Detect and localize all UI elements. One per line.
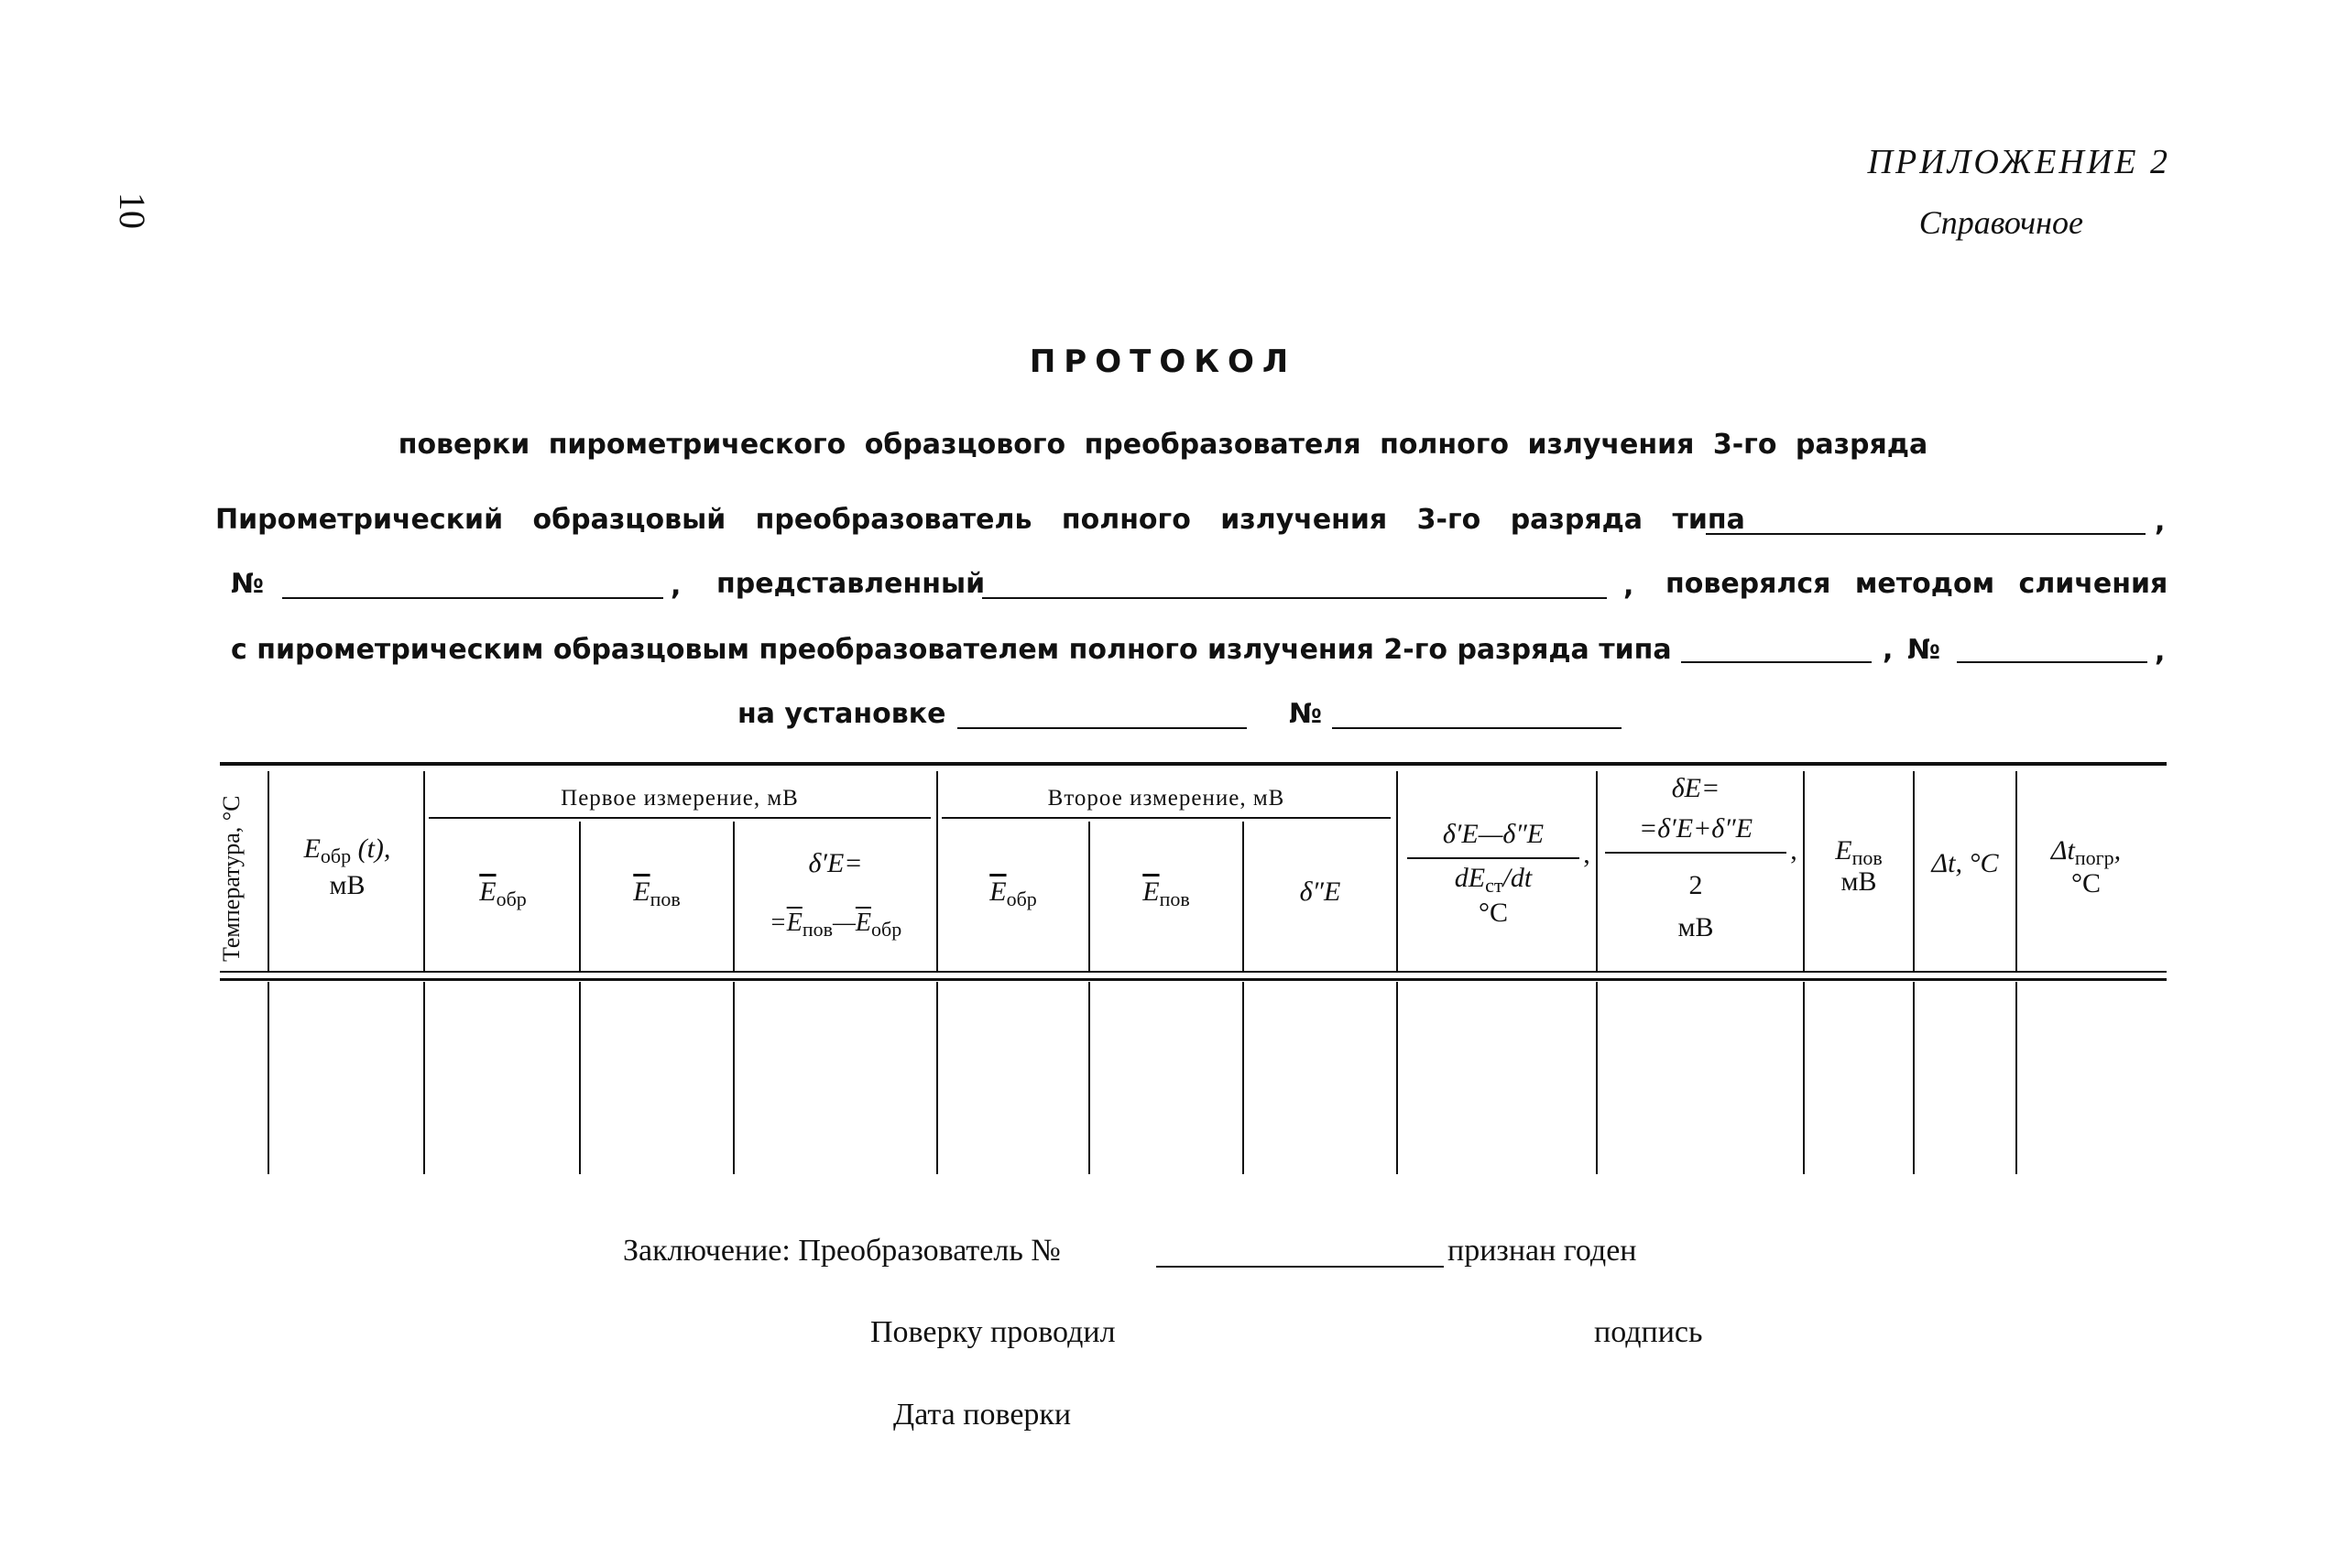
vline-b-3	[579, 982, 581, 1174]
vline-h-9	[1596, 771, 1598, 971]
header-rule-2	[220, 978, 2167, 981]
frac-numerator: δ′E—δ″E	[1442, 819, 1545, 849]
vline-b-4	[733, 982, 735, 1174]
frac-bar	[1407, 857, 1579, 859]
form-line-reference: с пирометрическим образцовым преобразователем полного излучения 2-го разряда типа	[231, 634, 1672, 666]
install-blank[interactable]	[957, 727, 1247, 729]
vline-h-1	[268, 771, 269, 971]
vline-h-4	[733, 822, 735, 971]
verified-label: поверялся методом сличения	[1665, 568, 2168, 600]
frac-unit: °С	[1478, 898, 1508, 928]
de-numerator: =δ′E+δ″E	[1638, 813, 1753, 844]
install-number-blank[interactable]	[1332, 727, 1622, 729]
col2-delta: δ″E	[1299, 877, 1341, 907]
comma-1: ,	[2155, 506, 2166, 538]
form-line-type: Пирометрический образцовый преобразователь полного излучения 3-го разряда типа	[215, 504, 1745, 536]
col2-eobr: $\overline{E}_{обр}$	[989, 877, 1037, 910]
vline-h-2	[423, 771, 425, 971]
date-label: Дата поверки	[893, 1398, 1072, 1432]
col-epov-unit: мВ	[1840, 866, 1877, 897]
page-number: 10	[112, 192, 153, 229]
install-label: на установке	[737, 698, 946, 730]
number-label-3: №	[1289, 698, 1323, 730]
col1-delta-formula: $=\overline{E}_{пов}—\overline{E}_{обр}$	[769, 909, 902, 941]
conclusion-verdict: признан годен	[1447, 1234, 1637, 1268]
col1-delta-top: δ′E=	[808, 848, 863, 878]
number-blank-2[interactable]	[1957, 661, 2147, 663]
vline-b-2	[423, 982, 425, 1174]
presented-label: представленный	[716, 568, 986, 600]
number-blank-1[interactable]	[282, 597, 663, 599]
vline-b-9	[1596, 982, 1598, 1174]
conclusion-number-blank[interactable]	[1156, 1266, 1444, 1268]
vline-b-6	[1088, 982, 1090, 1174]
table-top-rule	[220, 762, 2167, 766]
col1-eobr: $\overline{E}_{обр}$	[479, 877, 527, 910]
col-temperature: Температура, °С	[218, 795, 245, 962]
protocol-table	[220, 762, 2167, 1174]
col2-epov: $\overline{E}_{пов}$	[1142, 877, 1190, 910]
frac-comma: ,	[1583, 839, 1590, 869]
number-label-2: №	[1907, 634, 1941, 666]
group2-underline	[942, 817, 1391, 819]
appendix-label: ПРИЛОЖЕНИЕ 2	[1867, 143, 2170, 181]
document-title: ПРОТОКОЛ	[1029, 343, 1297, 380]
vline-b-8	[1396, 982, 1398, 1174]
type-blank[interactable]	[1706, 533, 2146, 535]
de-comma: ,	[1790, 835, 1797, 866]
col-eobr-t: $E_{обр}$ (t),	[303, 833, 391, 867]
verifier-label: Поверку проводил	[870, 1315, 1116, 1349]
de-bar	[1605, 852, 1786, 854]
comma-2: ,	[671, 570, 682, 602]
vline-b-5	[936, 982, 938, 1174]
group-second-measurement: Второе измерение, мВ	[1047, 786, 1285, 811]
de-denominator: 2	[1688, 870, 1703, 900]
comma-4: ,	[1883, 634, 1894, 666]
vline-b-7	[1242, 982, 1244, 1174]
vline-b-1	[268, 982, 269, 1174]
col1-epov: $\overline{E}_{пов}$	[633, 877, 681, 910]
col-epov: $E_{пов}$	[1835, 835, 1883, 869]
de-top: δE=	[1671, 773, 1720, 803]
comma-5: ,	[2155, 636, 2166, 668]
comma-3: ,	[1623, 570, 1634, 602]
vline-b-11	[1913, 982, 1915, 1174]
col-delta-t-pogr: $\Delta t_{погр}$,	[2050, 835, 2122, 869]
vline-h-8	[1396, 771, 1398, 971]
group-first-measurement: Первое измерение, мВ	[561, 786, 799, 811]
frac-denominator: $dE_{ст}/dt$	[1454, 863, 1533, 897]
de-unit: мВ	[1677, 912, 1714, 942]
presented-blank[interactable]	[982, 597, 1607, 599]
document-subtitle: поверки пирометрического образцового преобразователя полного излучения 3-го разряда	[398, 429, 1928, 461]
header-rule-1	[220, 971, 2167, 973]
conclusion-text: Заключение: Преобразователь №	[623, 1234, 1061, 1268]
appendix-type: Справочное	[1918, 204, 2083, 241]
signature-label: подпись	[1594, 1315, 1703, 1349]
ref-type-blank[interactable]	[1681, 661, 1872, 663]
group1-underline	[429, 817, 931, 819]
vline-b-10	[1803, 982, 1805, 1174]
vline-b-12	[2015, 982, 2017, 1174]
number-label-1: №	[231, 568, 265, 600]
col-eobr-t-unit: мВ	[329, 870, 366, 900]
col-delta-t-pogr-unit: °С	[2070, 868, 2101, 898]
col-delta-t: Δt, °С	[1931, 848, 1999, 878]
